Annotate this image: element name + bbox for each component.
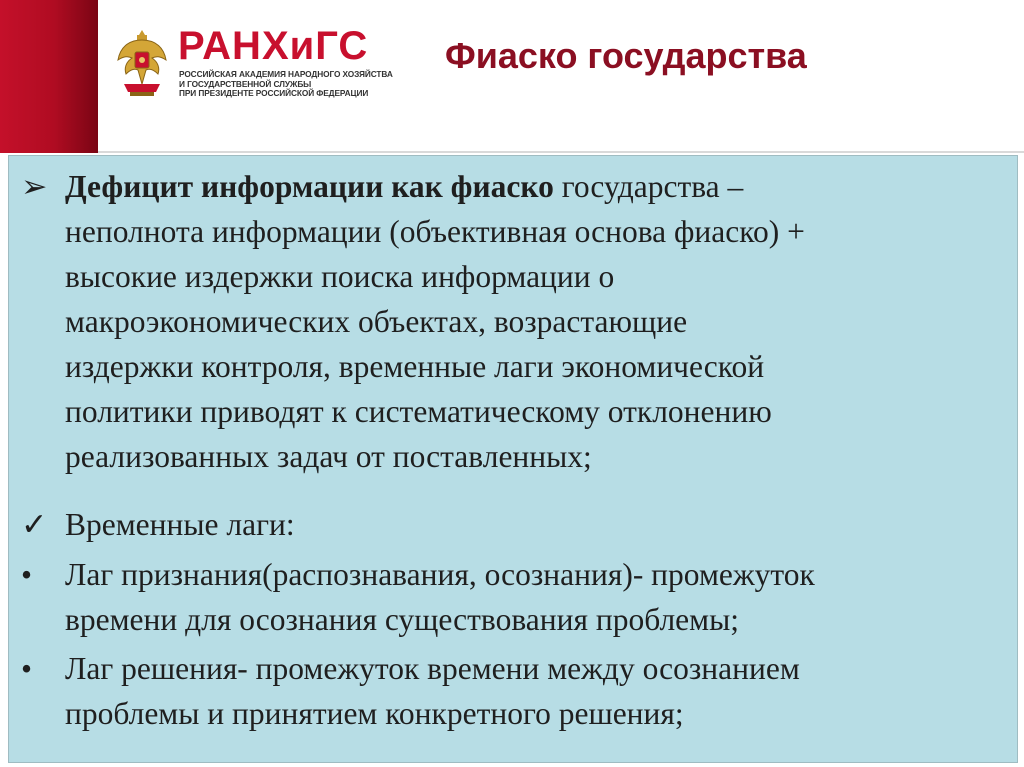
slide-title: Фиаско государства xyxy=(445,35,807,76)
dot-bullet-icon: • xyxy=(21,651,33,686)
checkmark-bullet-icon: ✓ xyxy=(21,507,48,542)
logo-wordmark: РАНХиГС xyxy=(178,24,369,68)
header-accent-bar xyxy=(0,0,98,153)
content-panel xyxy=(8,155,1018,763)
list-item-text: Лаг решения- промежуток времени между осознанием проблемы и принятием конкретного решения; xyxy=(65,651,800,731)
header-divider xyxy=(98,151,1024,153)
ranepa-logo xyxy=(116,24,393,100)
list-item-text: Временные лаги: xyxy=(65,507,295,542)
list-item-text: Дефицит информации как фиаско государства – неполнота информации (объективная основа фиаско) + высокие издержки поиска информации о макроэкономических объектах, возрастающие издержки контроля, временные лаги экономической политики приводят к систематическому отклонению реализованных задач от поставленных; xyxy=(65,169,805,474)
double-headed-eagle-emblem-icon xyxy=(116,26,168,98)
arrow-bullet-icon: ➢ xyxy=(21,169,48,204)
list-item-text: Лаг признания(распознавания, осознания)- промежуток времени для осознания существования проблемы; xyxy=(65,557,815,637)
dot-bullet-icon: • xyxy=(21,557,33,592)
logo-subtitle: РОССИЙСКАЯ АКАДЕМИЯ НАРОДНОГО ХОЗЯЙСТВА И ГОСУДАРСТВЕННОЙ СЛУЖБЫ ПРИ ПРЕЗИДЕНТЕ РОССИЙСКОЙ ФЕДЕРАЦИИ xyxy=(179,69,393,98)
emphasis-text: Дефицит информации как фиаско xyxy=(65,169,554,204)
